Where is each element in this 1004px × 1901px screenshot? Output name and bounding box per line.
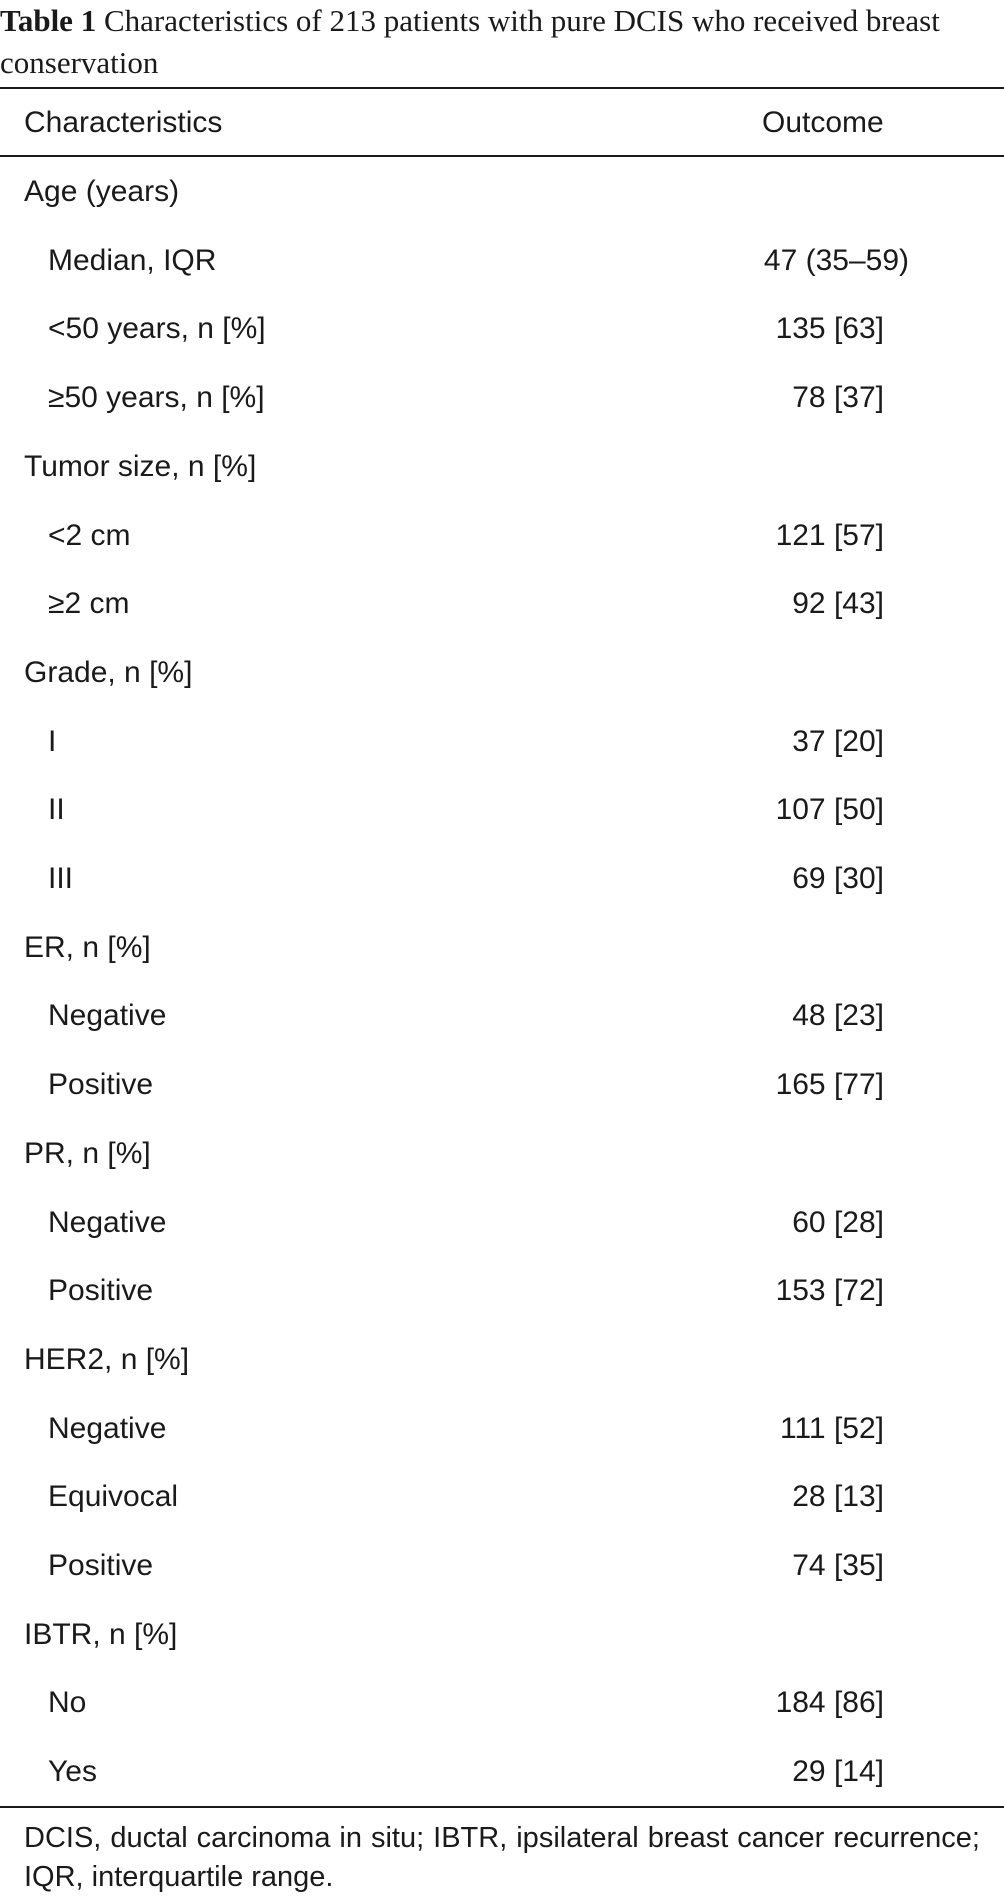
row-value: 107 [50] (775, 793, 884, 827)
row-value: 47 (35–59) (763, 243, 909, 277)
row-sublabel: III (48, 862, 74, 895)
table-row (0, 1462, 1004, 1531)
row-group-label: Age (years) (24, 175, 180, 208)
table-row (0, 1737, 1004, 1806)
row-sublabel: Positive (48, 1068, 154, 1102)
table-caption-label: Table 1 (0, 3, 97, 38)
row-value: 28 [13] (792, 1480, 884, 1514)
row-group-label: Grade, n [%] (24, 655, 193, 689)
row-value: 69 [30] (792, 862, 884, 895)
table-row (0, 1531, 1004, 1600)
row-sublabel: Positive (48, 1274, 154, 1308)
table-row (0, 1325, 1004, 1394)
column-header-characteristics: Characteristics (24, 106, 223, 139)
row-value: 74 [35] (792, 1549, 884, 1582)
table-row (0, 1668, 1004, 1737)
row-sublabel: ≥2 cm (48, 587, 130, 621)
table-row (0, 1600, 1004, 1669)
row-value: 111 [52] (780, 1411, 884, 1445)
table-row (0, 1119, 1004, 1188)
table-row (0, 981, 1004, 1050)
row-sublabel: II (48, 793, 65, 827)
table-row (0, 638, 1004, 707)
row-value: 48 [23] (792, 999, 884, 1033)
row-value: 165 [77] (775, 1068, 884, 1102)
row-value: 121 [57] (775, 518, 884, 552)
table-row (0, 432, 1004, 501)
table-row (0, 363, 1004, 432)
table-row (0, 1050, 1004, 1119)
row-value: 135 [63] (775, 312, 884, 346)
row-group-label: PR, n [%] (24, 1136, 151, 1170)
table-row (0, 226, 1004, 295)
table-row (0, 707, 1004, 776)
row-value: 78 [37] (792, 381, 884, 415)
row-sublabel: Negative (48, 1411, 167, 1445)
table-row (0, 294, 1004, 363)
row-group-label: HER2, n [%] (24, 1342, 190, 1376)
column-header-outcome: Outcome (762, 106, 884, 139)
row-sublabel: Median, IQR (48, 243, 217, 277)
row-sublabel: <2 cm (48, 518, 131, 552)
row-value: 153 [72] (775, 1274, 884, 1308)
row-group-label: ER, n [%] (24, 930, 151, 964)
row-sublabel: ≥50 years, n [%] (48, 381, 265, 415)
row-value: 60 [28] (792, 1205, 884, 1239)
table-row (0, 1256, 1004, 1325)
table-row (0, 844, 1004, 913)
row-sublabel: I (48, 724, 57, 758)
row-value: 184 [86] (775, 1686, 884, 1720)
table-caption (0, 0, 980, 84)
row-sublabel: Positive (48, 1549, 154, 1582)
row-value: 37 [20] (792, 724, 884, 758)
row-sublabel: <50 years, n [%] (48, 312, 266, 346)
table-row (0, 501, 1004, 570)
bottom-rule (0, 1806, 1004, 1808)
table-row (0, 1188, 1004, 1257)
row-sublabel: Yes (48, 1755, 97, 1789)
row-sublabel: Negative (48, 1205, 167, 1239)
top-rule (0, 87, 1004, 89)
table-row (0, 913, 1004, 982)
row-sublabel: Equivocal (48, 1480, 179, 1514)
row-value: 29 [14] (792, 1755, 884, 1789)
row-group-label: Tumor size, n [%] (24, 449, 257, 483)
table-row (0, 1394, 1004, 1463)
row-sublabel: Negative (48, 999, 167, 1033)
row-group-label: IBTR, n [%] (24, 1617, 178, 1651)
table-row (0, 569, 1004, 638)
table-footnote: DCIS, ductal carcinoma in situ; IBTR, ipsilateral breast cancer recurrence; IQR, interquartile range. (24, 1822, 980, 1893)
row-sublabel: No (48, 1686, 87, 1720)
row-value: 92 [43] (792, 587, 884, 621)
table-row (0, 775, 1004, 844)
table-row (0, 157, 1004, 226)
table-caption-text: Characteristics of 213 patients with pure DCIS who received breast conservation (0, 3, 940, 80)
